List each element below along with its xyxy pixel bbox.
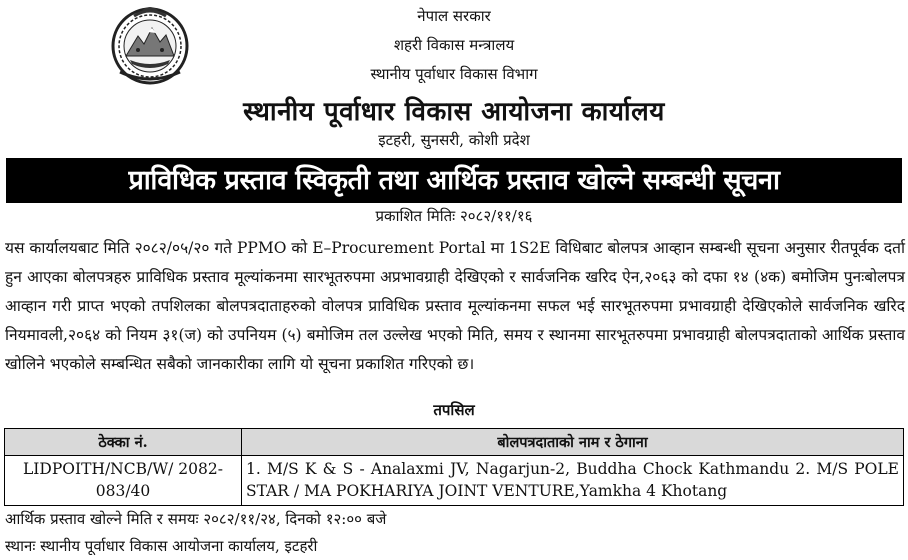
table-header-row <box>5 429 904 456</box>
bidders-table <box>4 428 904 506</box>
contract-number-cell: LIDPOITH/NCB/W/ 2082-083/40 <box>5 456 242 506</box>
header-ministry-name: शहरी विकास मन्त्रालय <box>393 36 515 54</box>
bidders-cell: 1. M/S K & S - Analaxmi JV, Nagarjun-2, Buddha Chock Kathmandu 2. M/S POLE STAR / MA POKHARIYA JOINT VENTURE,Yamkha 4 Khotang <box>242 456 904 506</box>
opening-venue: स्थानः स्थानीय पूर्वाधार विकास आयोजना कार्यालय, इटहरी <box>5 537 318 555</box>
table-row <box>5 456 904 506</box>
notice-title-banner: प्राविधिक प्रस्ताव स्विकृती तथा आर्थिक प्रस्ताव खोल्ने सम्बन्धी सूचना <box>6 158 902 203</box>
published-date: प्रकाशित मितिः २०८२/११/१६ <box>375 207 533 225</box>
header-office-address: इटहरी, सुनसरी, कोशी प्रदेश <box>378 131 530 149</box>
header-government-name: नेपाल सरकार <box>417 7 491 25</box>
header-office-name: स्थानीय पूर्वाधार विकास आयोजना कार्यालय <box>243 97 665 127</box>
column-header-contract-no: ठेक्का नं. <box>5 429 242 456</box>
financial-opening-datetime: आर्थिक प्रस्ताव खोल्ने मिति र समयः २०८२/११/२४, दिनको १२:०० बजे <box>5 510 387 528</box>
header-department-name: स्थानीय पूर्वाधार विकास विभाग <box>370 65 538 83</box>
notice-body-paragraph: यस कार्यालयबाट मिति २०८२/०५/२० गते PPMO को E–Procurement Portal मा 1S2E विधिबाट बोलपत्र आव्हान सम्बन्धी सूचना अनुसार रीतपूर्वक दर्ता हुन आएका बोलपत्रहरु प्राविधिक प्रस्ताव मूल्यांकनमा सारभूतरुपमा अप्रभावग्राही देखिएको र सार्वजनिक खरिद ऐन,२०६३ को दफा १४ (४क) बमोजिम पुनःबोलपत्र आव्हान गरी प्राप्त भएको तपशिलका बोलपत्रदाताहरुको वोलपत्र प्राविधिक प्रस्ताव मूल्यांकनमा सफल भई सारभूतरुपमा प्रभावग्राही देखिएकोले सार्वजनिक खरिद नियमावली,२०६४ को नियम ३१(ज) को उपनियम (५) बमोजिम तल उल्लेख भएको मिति, समय र स्थानमा सारभूतरुपमा प्रभावग्राही बोलपत्रदाताको आर्थिक प्रस्ताव खोलिने भएकोले सम्बन्धित सबैको जानकारीका लागि यो सूचना प्रकाशित गरिएको छ। <box>5 239 905 373</box>
schedule-heading: तपसिल <box>433 401 475 419</box>
column-header-bidder-name-address: बोलपत्रदाताको नाम र ठेगाना <box>242 429 904 456</box>
